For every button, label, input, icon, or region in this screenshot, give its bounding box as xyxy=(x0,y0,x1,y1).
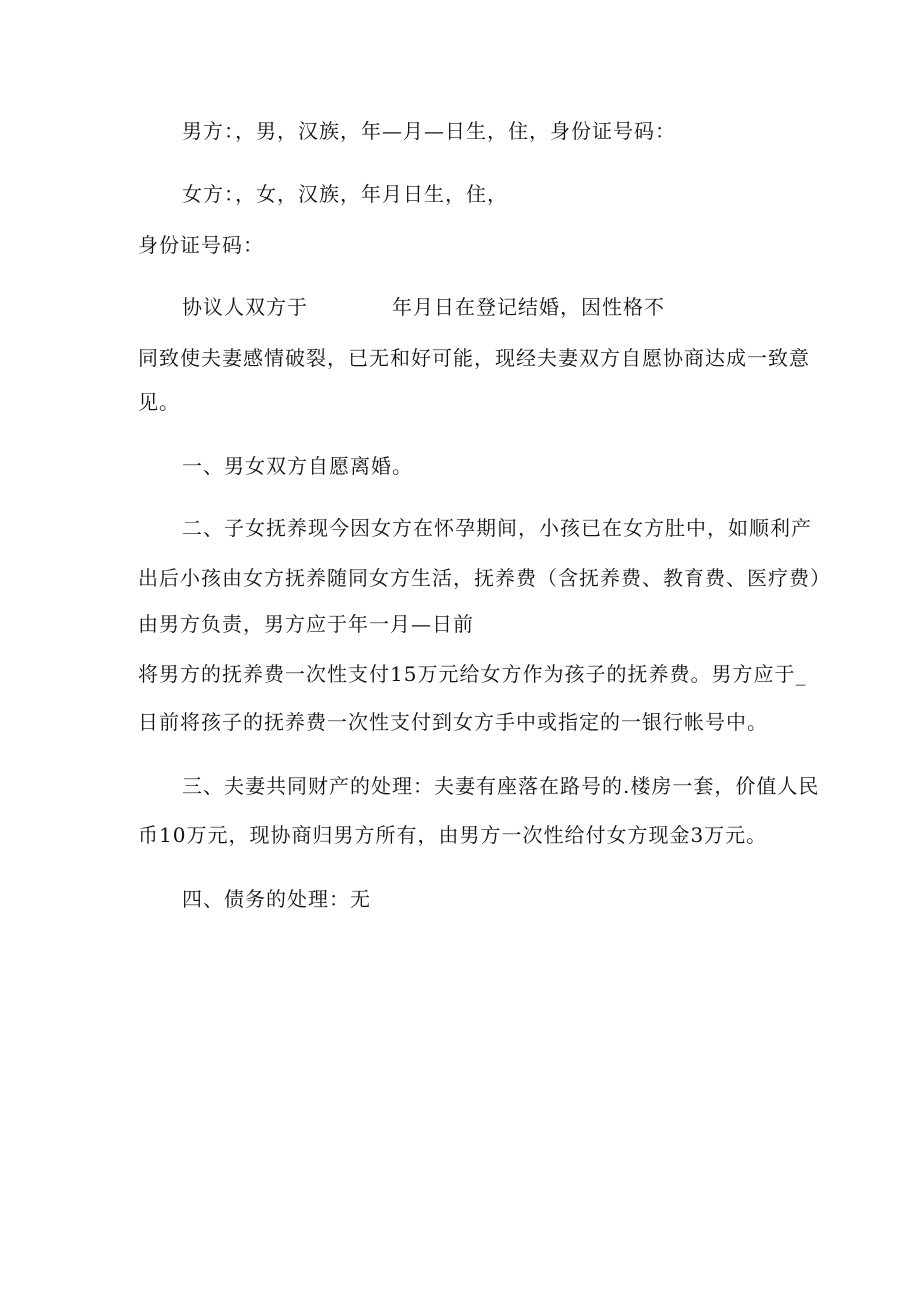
clause-three-line2: 币10万元，现协商归男方所有，由男方一次性给付女方现金3万元。 xyxy=(138,823,768,847)
clause-one: 一、男女双方自愿离婚。 xyxy=(182,454,413,478)
clause-two-line5: 日前将孩子的抚养费一次性支付到女方手中或指定的一银行帐号中。 xyxy=(138,710,768,734)
clause-two-line3: 由男方负责，男方应于年一月—日前 xyxy=(138,612,474,636)
paragraph-agreement-intro: 协议人双方于 xyxy=(182,295,308,319)
paragraph-female-party: 女方：，女，汉族，年月日生，住， xyxy=(182,182,508,206)
clause-three-line1: 三、夫妻共同财产的处理：夫妻有座落在路号的.楼房一套，价值人民 xyxy=(182,774,820,798)
paragraph-female-id-label: 身份证号码： xyxy=(138,233,264,257)
clause-two-line4: 将男方的抚养费一次性支付15万元给女方作为孩子的抚养费。男方应于_ xyxy=(138,662,807,686)
paragraph-agreement-intro-cont: 年月日在登记结婚，因性格不 xyxy=(392,295,665,319)
paragraph-male-party: 男方：，男，汉族，年—月—日生，住，身份证号码： xyxy=(182,119,676,143)
clause-two-line2: 出后小孩由女方抚养随同女方生活，抚养费（含抚养费、教育费、医疗费） xyxy=(138,566,831,590)
clause-four: 四、债务的处理：无 xyxy=(182,887,371,911)
clause-two-line1: 二、子女抚养现今因女方在怀孕期间，小孩已在女方肚中，如顺利产 xyxy=(182,516,812,540)
paragraph-agreement-line2: 同致使夫妻感情破裂，已无和好可能，现经夫妻双方自愿协商达成一致意 xyxy=(138,346,810,370)
paragraph-agreement-line3: 见。 xyxy=(138,390,180,414)
